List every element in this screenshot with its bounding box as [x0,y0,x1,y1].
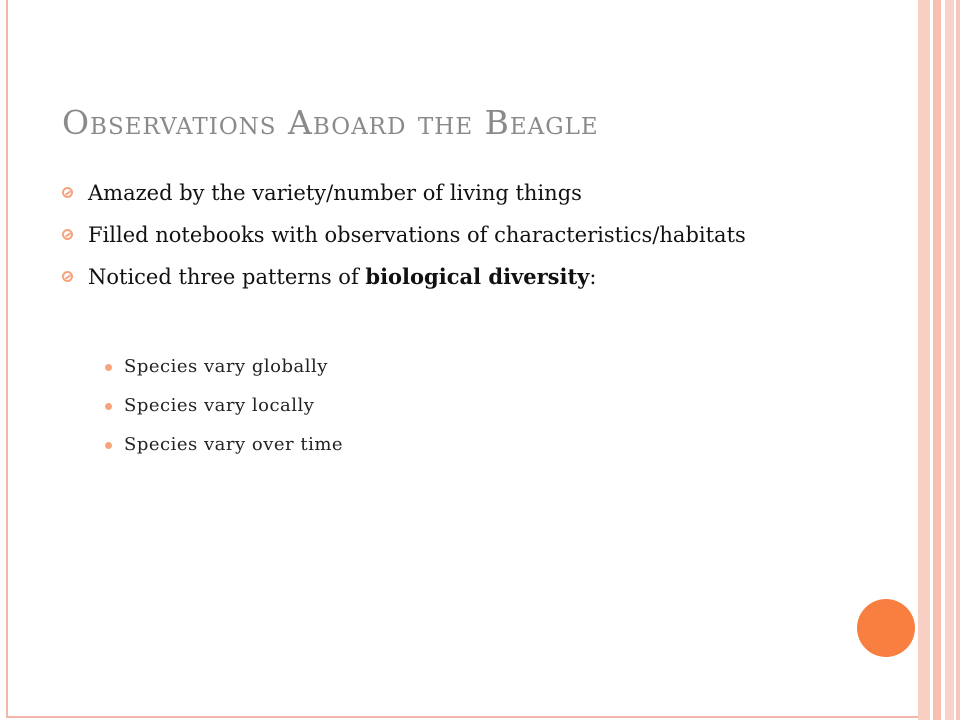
sub-bullet-text: Species vary locally [124,395,315,416]
bullet-text: Filled notebooks with observations of characteristics/habitats [88,223,746,247]
swirl-bullet-icon [62,271,73,282]
stripe [945,0,954,720]
sub-bullet-text: Species vary over time [124,434,344,455]
swirl-bullet-icon [62,229,73,240]
bullet-bold-term: biological diversity [365,264,590,289]
bullet-text-suffix: : [589,265,597,289]
sub-bullet-text: Species vary globally [124,356,328,377]
sub-bullet-item [105,355,343,379]
decorative-stripes [918,0,960,720]
sub-bullet-list [105,355,343,472]
bullet-item [62,178,822,208]
stripe [933,0,941,720]
bullet-text: Amazed by the variety/number of living things [88,181,582,205]
stripe [956,0,960,720]
sub-bullet-item [105,394,343,418]
orange-circle-decoration [857,599,915,657]
dot-bullet-icon [105,442,112,449]
bullet-item [62,220,822,250]
stripe [918,0,930,720]
bullet-text: Noticed three patterns of [88,265,366,289]
dot-bullet-icon [105,364,112,371]
swirl-bullet-icon [62,187,73,198]
bullet-item [62,262,822,292]
sub-bullet-item [105,433,343,457]
dot-bullet-icon [105,403,112,410]
slide-title: Observations Aboard the Beagle [62,103,599,142]
bullet-list [62,178,822,304]
